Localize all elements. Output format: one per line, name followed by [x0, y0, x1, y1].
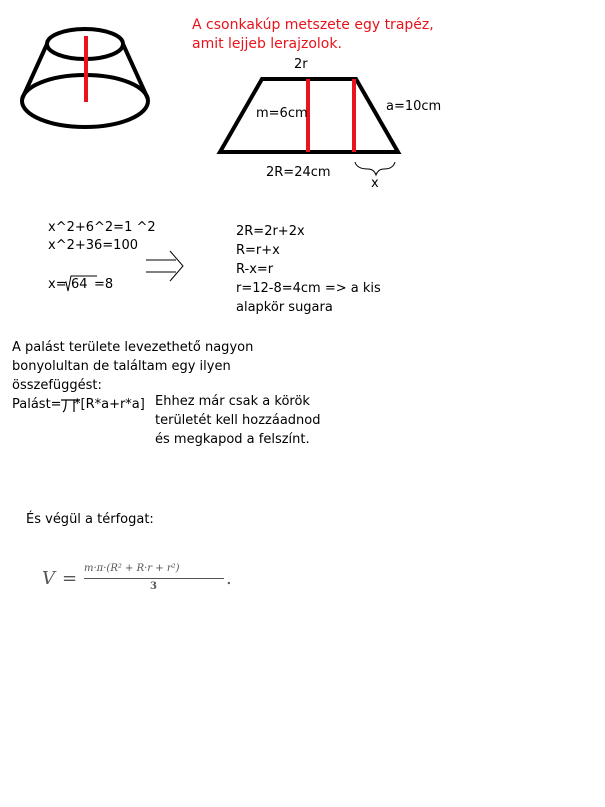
volume-denominator: 3 [150, 581, 157, 592]
volume-heading: És végül a térfogat: [26, 512, 154, 527]
fraction-bar [84, 578, 224, 579]
volume-numerator: m·π·(R² + R·r + r²) [84, 563, 180, 574]
label-top-2r: 2r [294, 57, 308, 72]
eq-right-4: r=12-8=4cm => a kis [236, 281, 381, 296]
eq-sqrt-prefix: x= [48, 277, 67, 292]
label-side: a=10cm [386, 99, 442, 114]
eq-right-1: 2R=2r+2x [236, 224, 305, 239]
eq-sqrt-radicand: 64 [71, 277, 88, 292]
heading-line-2: amit lejjeb lerajzolok. [192, 36, 342, 52]
x-brace [355, 162, 395, 175]
eq-sqrt-result: =8 [94, 277, 114, 292]
frustum-left-side [22, 44, 47, 99]
eq-right-5: alapkör sugara [236, 300, 333, 315]
eq-right-2: R=r+x [236, 243, 280, 258]
lateral-line-2: bonyolultan de találtam egy ilyen [12, 359, 231, 374]
lateral-formula-rest: *[R*a+r*a] [74, 397, 145, 412]
label-height: m=6cm [256, 106, 308, 121]
eq-left-1: x^2+6^2=1 ^2 [48, 220, 156, 235]
note-line-1: Ehhez már csak a körök [155, 394, 310, 409]
lateral-line-3: összefüggést: [12, 378, 102, 393]
label-bottom: 2R=24cm [266, 165, 331, 180]
eq-right-3: R-x=r [236, 262, 274, 277]
lateral-line-1: A palást területe levezethető nagyon [12, 340, 254, 355]
note-line-3: és megkapod a felszínt. [155, 432, 310, 447]
label-x: x [371, 176, 379, 191]
heading-line-1: A csonkakúp metszete egy trapéz, [192, 17, 434, 33]
volume-formula [42, 560, 232, 600]
frustum-drawing [22, 29, 148, 127]
volume-equals: = [62, 568, 78, 589]
eq-left-2: x^2+36=100 [48, 238, 138, 253]
frustum-right-side [123, 44, 148, 99]
implies-arrow [146, 251, 183, 281]
volume-lhs: V [42, 568, 55, 589]
lateral-formula-prefix: Palást= [12, 397, 62, 412]
note-line-2: területét kell hozzáadnod [155, 413, 321, 428]
volume-end: . [226, 568, 232, 589]
trapezoid-drawing [220, 79, 398, 175]
